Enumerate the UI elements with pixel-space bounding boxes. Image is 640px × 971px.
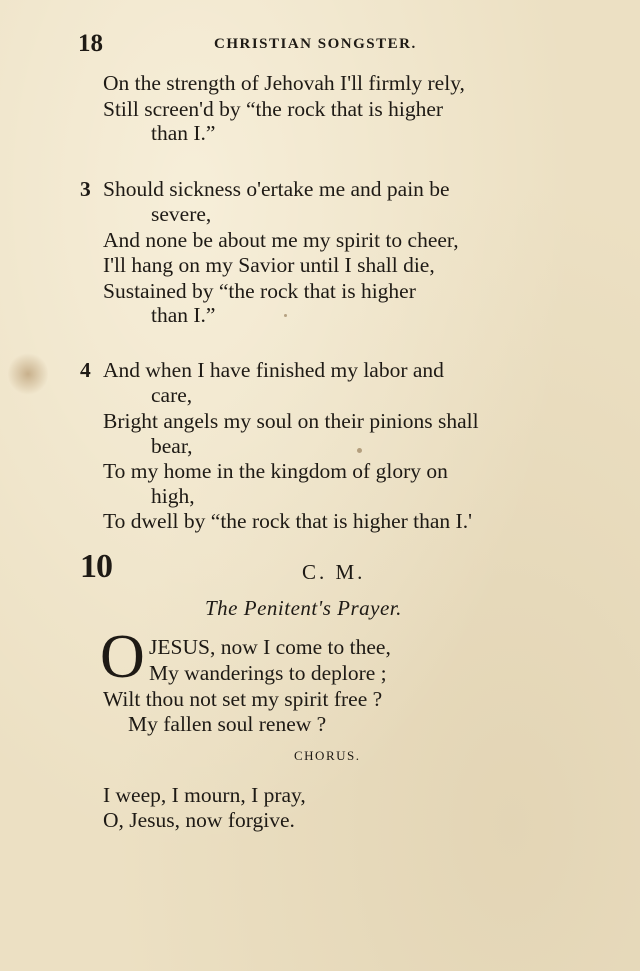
verse-line: severe, (151, 202, 212, 226)
verse-line: than I.” (151, 303, 216, 327)
verse-number: 3 (80, 177, 91, 201)
verse-line: high, (151, 484, 195, 508)
running-title: CHRISTIAN SONGSTER. (214, 36, 417, 52)
verse-line: JESUS, now I come to thee, (149, 635, 391, 659)
verse-line: Sustained by “the rock that is higher (103, 279, 416, 303)
chorus-line: O, Jesus, now forgive. (103, 808, 295, 832)
verse-line: My wanderings to deplore ; (149, 661, 387, 685)
verse-line: To dwell by “the rock that is higher than I.' (103, 509, 472, 533)
verse-line: Bright angels my soul on their pinions shall (103, 409, 479, 433)
hymn-number: 10 (80, 548, 112, 585)
verse-line: than I.” (151, 121, 216, 145)
chorus-label: CHORUS. (294, 748, 361, 763)
page-header (78, 30, 590, 60)
hymn-meter: C. M. (302, 560, 366, 584)
verse-line: Wilt thou not set my spirit free ? (103, 687, 383, 711)
chorus-line: I weep, I mourn, I pray, (103, 783, 306, 807)
paper-speck (357, 448, 362, 453)
paper-speck (284, 314, 287, 317)
page-number: 18 (78, 30, 103, 57)
verse-line: To my home in the kingdom of glory on (103, 459, 448, 483)
drop-cap: O (100, 623, 145, 691)
verse-line: Still screen'd by “the rock that is higher (103, 97, 444, 121)
paper-stain (8, 352, 48, 396)
verse-line: bear, (151, 434, 193, 458)
verse-line: I'll hang on my Savior until I shall die, (103, 253, 435, 277)
verse-line: On the strength of Jehovah I'll firmly rely, (103, 71, 465, 95)
hymn-title: The Penitent's Prayer. (205, 596, 402, 620)
verse-line: care, (151, 383, 193, 407)
verse-line: And when I have finished my labor and (103, 358, 444, 382)
verse-line: My fallen soul renew ? (128, 712, 327, 736)
verse-number: 4 (80, 358, 91, 382)
verse-line: And none be about me my spirit to cheer, (103, 228, 459, 252)
verse-line: Should sickness o'ertake me and pain be (103, 177, 450, 201)
